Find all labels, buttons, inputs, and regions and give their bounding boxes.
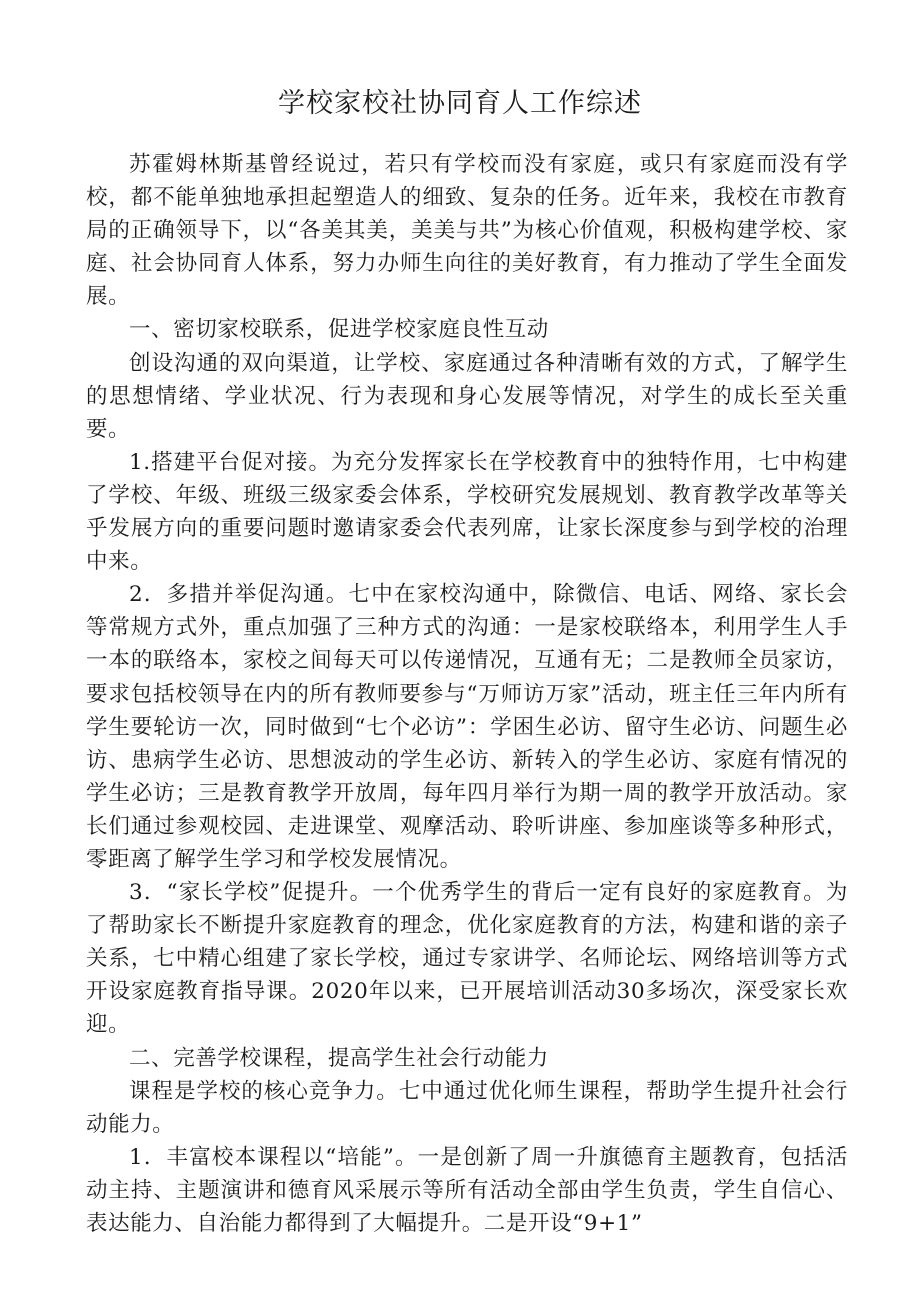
section-1-intro-paragraph: 创设沟通的双向渠道，让学校、家庭通过各种清晰有效的方式，了解学生的思想情绪、学业状况、行为表现和身心发展等情况，对学生的成长至关重要。 xyxy=(86,350,848,442)
document-body xyxy=(86,148,848,1240)
item-1-2-paragraph: 2．多措并举促沟通。七中在家校沟通中，除微信、电话、网络、家长会等常规方式外，重点加强了三种方式的沟通：一是家校联络本，利用学生人手一本的联络本，家校之间每天可以传递情况，互通有无；二是教师全员家访，要求包括校领导在内的所有教师要参与“万师访万家”活动，班主任三年内所有学生要轮访一次，同时做到“七个必访”：学困生必访、留守生必访、问题生必访、患病学生必访、思想波动的学生必访、新转入的学生必访、家庭有情况的学生必访；三是教育教学开放周，每年四月举行为期一周的教学开放活动。家长们通过参观校园、走进课堂、观摩活动、聆听讲座、参加座谈等多种形式，零距离了解学生学习和学校发展情况。 xyxy=(86,582,848,872)
item-1-1-paragraph: 1.搭建平台促对接。为充分发挥家长在学校教育中的独特作用，七中构建了学校、年级、班级三级家委会体系，学校研究发展规划、教育教学改革等关乎发展方向的重要问题时邀请家委会代表列席，让家长深度参与到学校的治理中来。 xyxy=(86,449,848,575)
intro-paragraph: 苏霍姆林斯基曾经说过，若只有学校而没有家庭，或只有家庭而没有学校，都不能单独地承担起塑造人的细致、复杂的任务。近年来，我校在市教育局的正确领导下，以“各美其美，美美与共”为核心价值观，积极构建学校、家庭、社会协同育人体系，努力办师生向往的美好教育，有力推动了学生全面发展。 xyxy=(86,152,848,310)
section-heading-2: 二、完善学校课程，提高学生社会行动能力 xyxy=(129,1045,549,1071)
document-title: 学校家校社协同育人工作综述 xyxy=(278,88,642,119)
item-2-1-paragraph: 1．丰富校本课程以“培能”。一是创新了周一升旗德育主题教育，包括活动主持、主题演讲和德育风采展示等所有活动全部由学生负责，学生自信心、表达能力、自治能力都得到了大幅提升。二是开设“9+1” xyxy=(86,1144,848,1236)
section-heading-1: 一、密切家校联系，促进学校家庭良性互动 xyxy=(129,317,549,343)
section-2-intro-paragraph: 课程是学校的核心竞争力。七中通过优化师生课程，帮助学生提升社会行动能力。 xyxy=(86,1078,848,1137)
item-1-3-paragraph: 3．“家长学校”促提升。一个优秀学生的背后一定有良好的家庭教育。为了帮助家长不断提升家庭教育的理念，优化家庭教育的方法，构建和谐的亲子关系，七中精心组建了家长学校，通过专家讲学、名师论坛、网络培训等方式开设家庭教育指导课。2020年以来，已开展培训活动30多场次，深受家长欢迎。 xyxy=(86,880,848,1038)
